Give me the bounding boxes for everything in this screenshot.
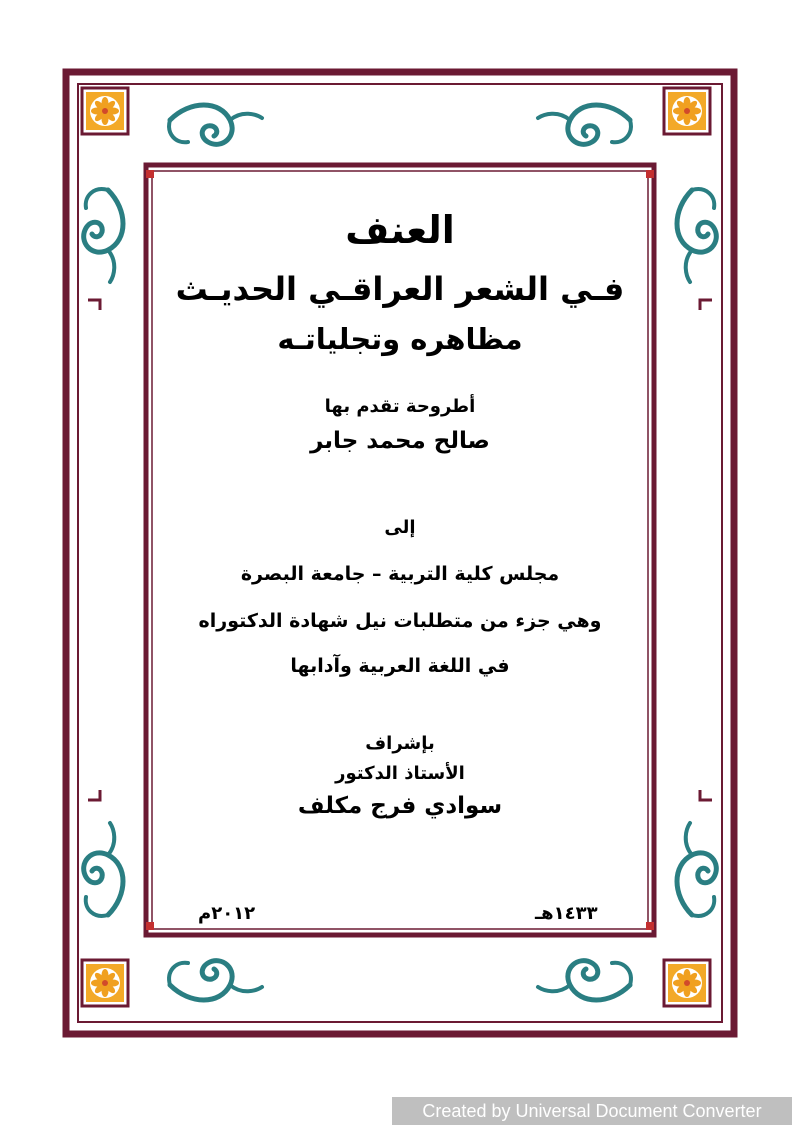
degree-field: في اللغة العربية وآدابها [290,655,510,677]
supervisor-name: سوادي فرج مكلف [297,793,503,819]
title-main: العنف [345,208,455,252]
date-gregorian: ٢٠١٢م [198,903,256,924]
professor-title: الأستاذ الدكتور [335,763,465,784]
converter-watermark: Created by Universal Document Converter [392,1097,792,1125]
supervision-label: بإشراف [365,733,435,754]
title-page-content [150,190,650,890]
council-name: مجلس كلية التربية – جامعة البصرة [240,563,560,585]
presented-by-label: أطروحة تقدم بها [324,396,476,417]
degree-purpose: وهي جزء من متطلبات نيل شهادة الدكتوراه [198,610,602,632]
title-subtitle-2: مظاهره وتجلياتـه [277,322,523,356]
date-hijri: ١٤٣٣هـ [535,903,598,924]
to-label: إلى [384,517,416,538]
title-subtitle-1: فـي الشعر العراقـي الحديـث [175,270,625,308]
author-name: صالح محمد جابر [310,428,490,454]
